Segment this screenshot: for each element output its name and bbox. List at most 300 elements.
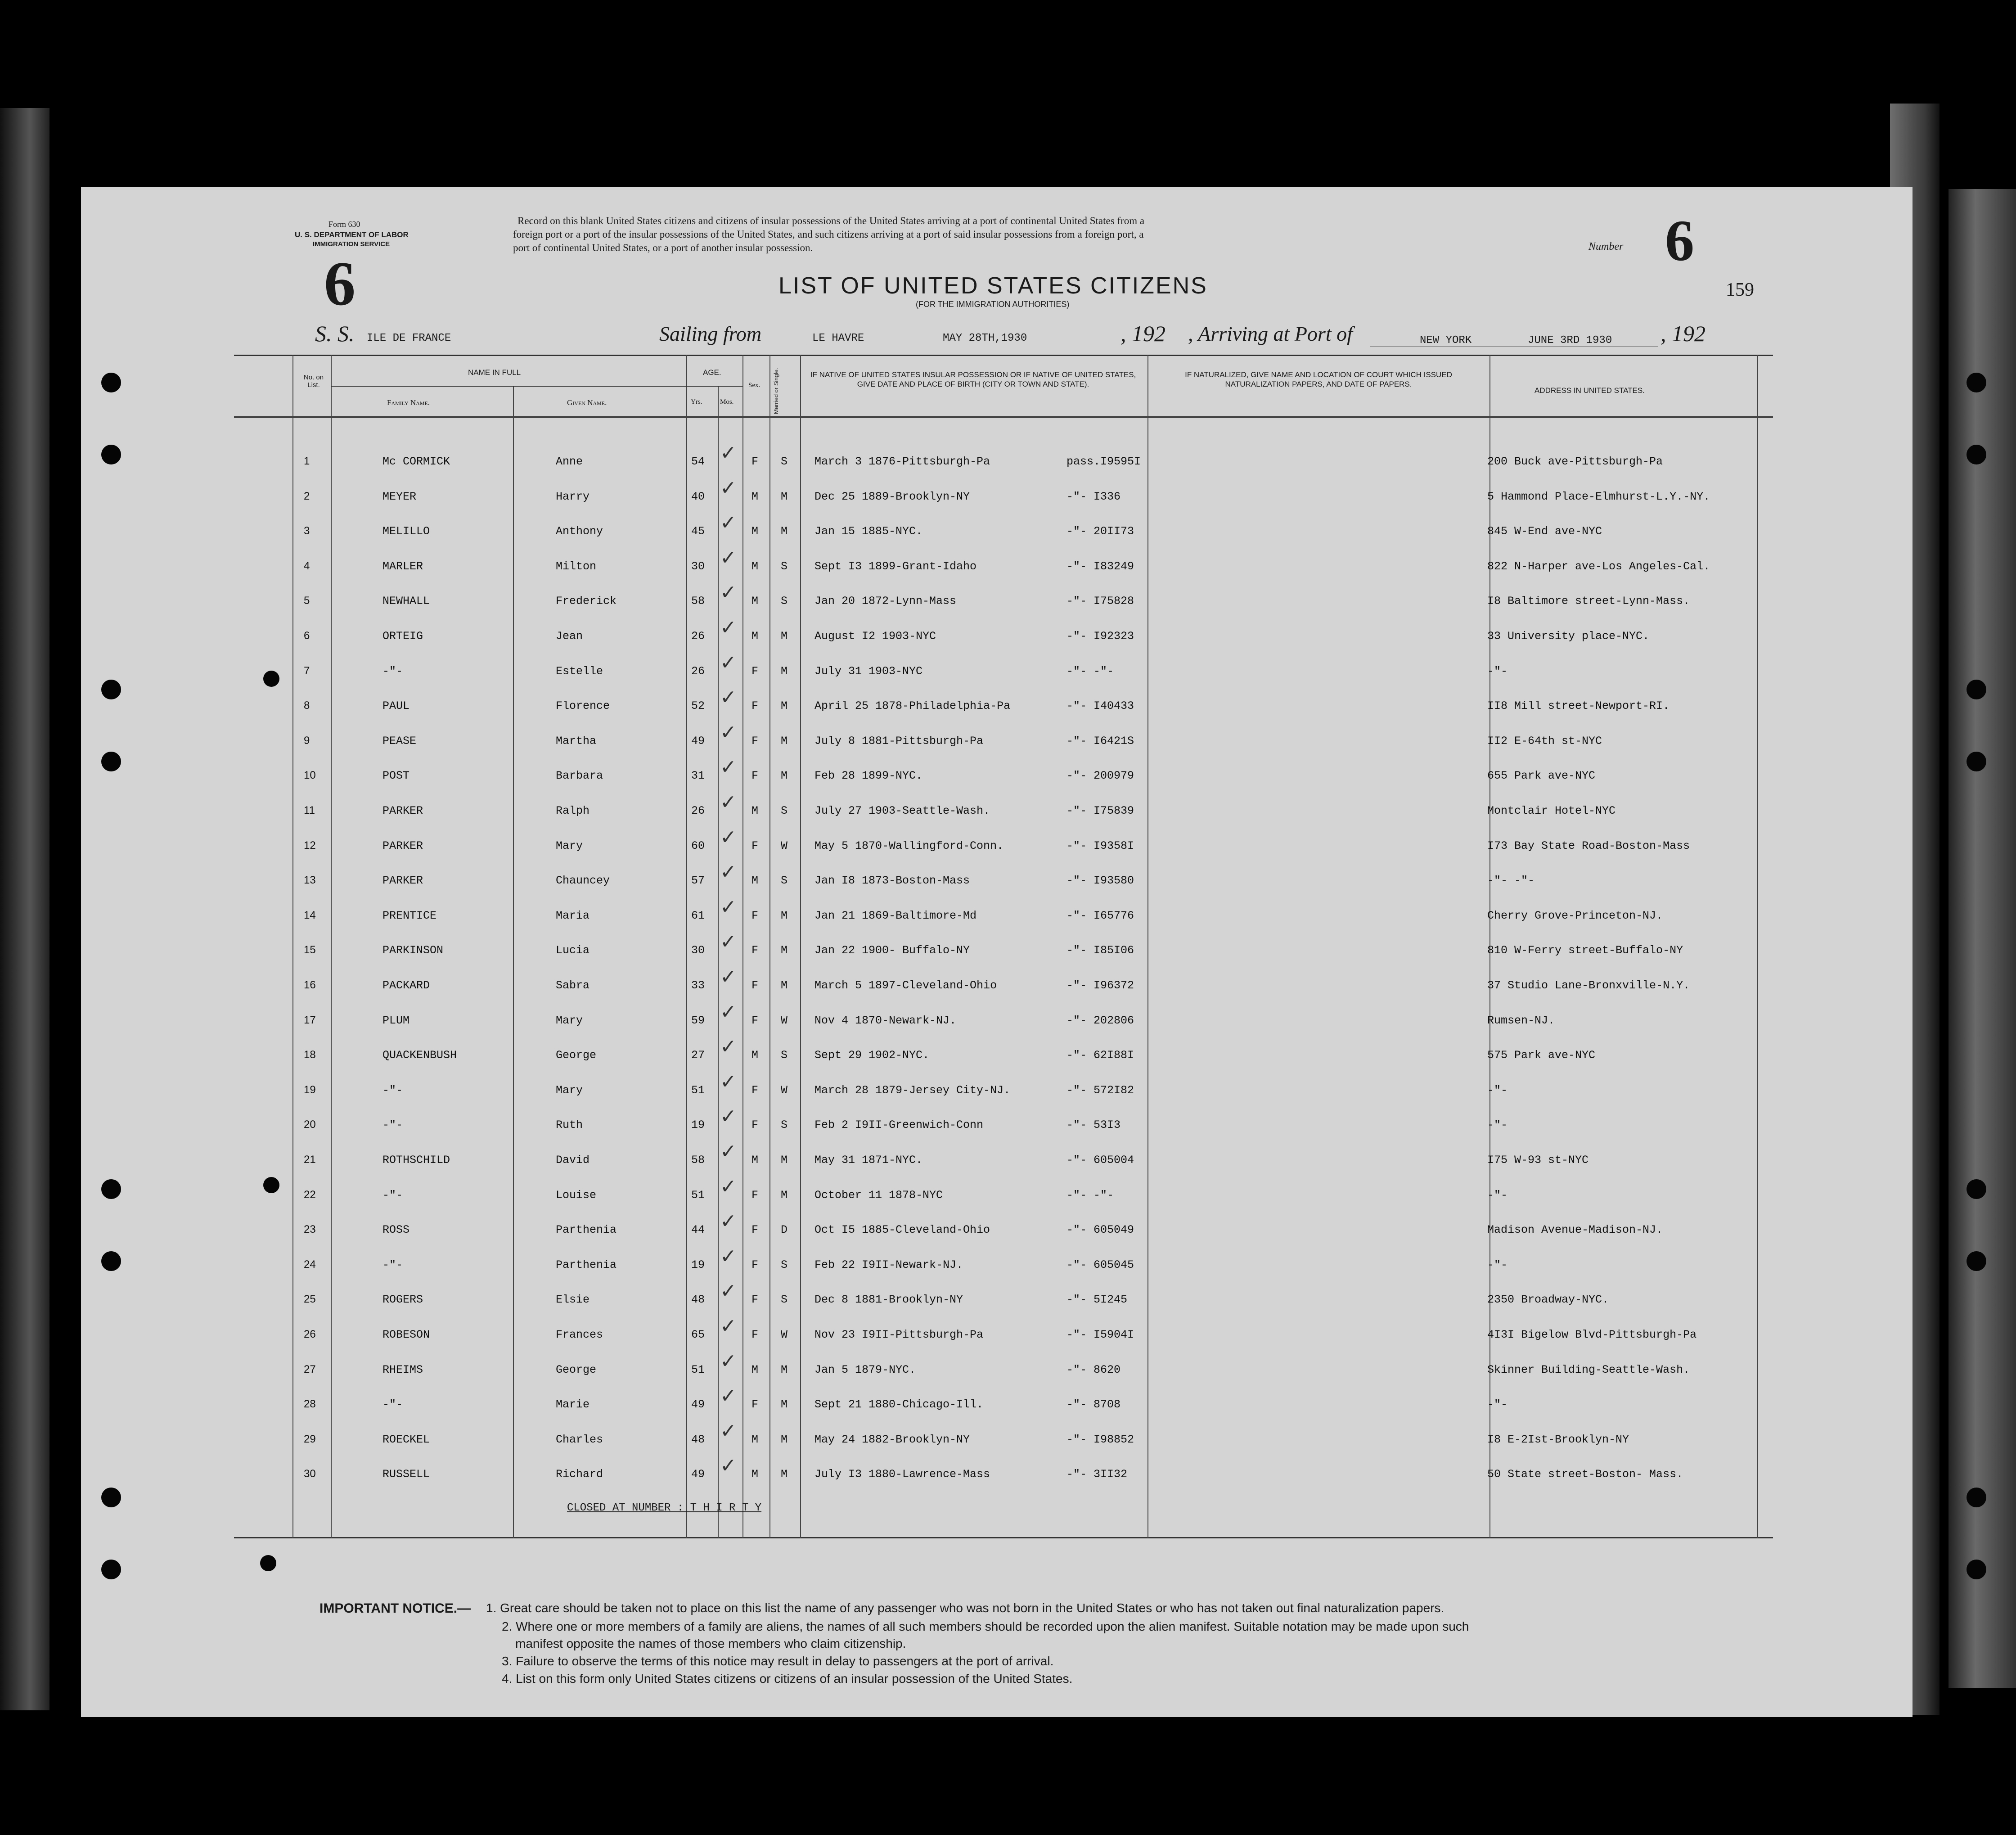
check-mark-icon: ✓ (720, 442, 737, 464)
address: II8 Mill street-Newport-RI. (1487, 699, 1670, 713)
header-naturalized: IF NATURALIZED, GIVE NAME AND LOCATION OF COURT WHICH ISSUED NATURALIZATION PAPERS, AND DATE OF PAPERS. (1185, 370, 1452, 388)
check-mark-icon: ✓ (720, 1350, 737, 1372)
passport-number: -"- I5904I (1066, 1328, 1134, 1341)
passport-number: -"- 62I88I (1066, 1049, 1134, 1062)
sex: M (752, 1154, 759, 1167)
row-number: 26 (304, 1328, 316, 1340)
punch-hole (101, 1179, 121, 1199)
table-row (234, 1317, 1773, 1351)
row-number: 29 (304, 1433, 316, 1445)
age-years: 27 (691, 1049, 705, 1062)
birth-info: May 24 1882-Brooklyn-NY (814, 1433, 970, 1446)
birth-info: Jan 22 1900- Buffalo-NY (814, 944, 970, 957)
punch-hole (1966, 445, 1986, 464)
family-name: ROECKEL (382, 1433, 430, 1446)
birth-info: July 27 1903-Seattle-Wash. (814, 804, 990, 817)
punch-hole (1966, 680, 1986, 699)
marital-status: M (781, 490, 788, 503)
passport-number: -"- I96372 (1066, 979, 1134, 992)
sex: F (752, 769, 759, 783)
sex: F (752, 1083, 759, 1097)
notice-item-1: 1. Great care should be taken not to place on this list the name of any passenger who was not born in the United States or who has not taken out final naturalization papers. (486, 1601, 1444, 1615)
table-row (234, 1212, 1773, 1246)
check-mark-icon: ✓ (720, 1420, 737, 1442)
row-number: 16 (304, 979, 316, 991)
check-mark-icon: ✓ (720, 756, 737, 779)
passport-number: -"- I336 (1066, 490, 1121, 503)
age-years: 60 (691, 839, 705, 852)
given-name: Parthenia (556, 1223, 617, 1237)
subheader-rule (331, 386, 686, 387)
sex: M (752, 1468, 759, 1481)
sex: F (752, 455, 759, 468)
row-number: 30 (304, 1468, 316, 1480)
header-no: No. on List. (303, 374, 324, 389)
marital-status: S (781, 559, 788, 573)
passport-number: -"- I98852 (1066, 1433, 1134, 1446)
sex: F (752, 1223, 759, 1237)
age-years: 49 (691, 1398, 705, 1411)
family-name: PRENTICE (382, 909, 437, 922)
table-row (234, 443, 1773, 478)
address: I8 Baltimore street-Lynn-Mass. (1487, 595, 1690, 608)
punch-hole (1966, 1488, 1986, 1507)
passport-number: -"- I75839 (1066, 804, 1134, 817)
page-subtitle: (FOR THE IMMIGRATION AUTHORITIES) (916, 300, 1070, 309)
age-years: 51 (691, 1188, 705, 1202)
sex: M (752, 559, 759, 573)
address: Madison Avenue-Madison-NJ. (1487, 1223, 1663, 1237)
row-number: 3 (304, 525, 310, 537)
passport-number: -"- I92323 (1066, 630, 1134, 643)
table-row (234, 548, 1773, 582)
port-from: LE HAVRE (812, 332, 864, 344)
address: -"- (1487, 664, 1508, 678)
address: 50 State street-Boston- Mass. (1487, 1468, 1683, 1481)
punch-hole (101, 1560, 121, 1579)
age-years: 44 (691, 1223, 705, 1237)
row-number: 12 (304, 839, 316, 852)
given-name: Chauncey (556, 874, 610, 888)
punch-hole (101, 1488, 121, 1507)
birth-info: Dec 8 1881-Brooklyn-NY (814, 1293, 963, 1307)
age-years: 48 (691, 1433, 705, 1446)
address: 822 N-Harper ave-Los Angeles-Cal. (1487, 559, 1710, 573)
passport-number: -"- 8620 (1066, 1363, 1121, 1376)
table-row (234, 618, 1773, 652)
row-number: 23 (304, 1223, 316, 1236)
sex: F (752, 699, 759, 713)
birth-info: Jan 5 1879-NYC. (814, 1363, 916, 1376)
family-name: NEWHALL (382, 595, 430, 608)
row-number: 6 (304, 630, 310, 642)
row-number: 28 (304, 1398, 316, 1411)
sex: F (752, 1293, 759, 1307)
marital-status: W (781, 1328, 788, 1341)
table-row (234, 653, 1773, 687)
given-name: Anthony (556, 525, 603, 538)
sex: M (752, 595, 759, 608)
arriving-label: , Arriving at Port of (1188, 322, 1353, 345)
given-name: Martha (556, 734, 597, 748)
table-top-rule (234, 355, 1773, 356)
given-name: Harry (556, 490, 590, 503)
row-number: 2 (304, 490, 310, 502)
birth-info: March 3 1876-Pittsburgh-Pa (814, 455, 990, 468)
marital-status: M (781, 979, 788, 992)
check-mark-icon: ✓ (720, 1036, 737, 1058)
given-name: George (556, 1363, 597, 1376)
table-row (234, 688, 1773, 722)
sex: F (752, 944, 759, 957)
family-name: PEASE (382, 734, 417, 748)
sex: M (752, 490, 759, 503)
notice-item-2b: manifest opposite the names of those members who claim citizenship. (515, 1637, 906, 1650)
passport-number: -"- I6421S (1066, 734, 1134, 748)
birth-info: Jan 21 1869-Baltimore-Md (814, 909, 977, 922)
sex: F (752, 1188, 759, 1202)
birth-info: Jan I8 1873-Boston-Mass (814, 874, 970, 888)
marital-status: S (781, 1258, 788, 1271)
given-name: Mary (556, 1014, 583, 1027)
ship-name: ILE DE FRANCE (367, 332, 451, 344)
given-name: Lucia (556, 944, 590, 957)
birth-info: May 31 1871-NYC. (814, 1154, 923, 1167)
family-name: ROBESON (382, 1328, 430, 1341)
table-row (234, 583, 1773, 617)
address: -"- -"- (1487, 874, 1535, 888)
family-name: PARKINSON (382, 944, 444, 957)
header-mos: Mos. (720, 398, 734, 406)
table-row (234, 967, 1773, 1001)
passport-number: -"- 572I82 (1066, 1083, 1134, 1097)
age-years: 59 (691, 1014, 705, 1027)
marital-status: S (781, 1293, 788, 1307)
address: Montclair Hotel-NYC (1487, 804, 1616, 817)
table-row (234, 1352, 1773, 1386)
table-row (234, 1002, 1773, 1037)
family-name: PLUM (382, 1014, 410, 1027)
address: 33 University place-NYC. (1487, 630, 1650, 643)
check-mark-icon: ✓ (720, 651, 737, 674)
passport-number: -"- -"- (1066, 1188, 1114, 1202)
age-years: 31 (691, 769, 705, 783)
age-years: 57 (691, 874, 705, 888)
family-name: -"- (382, 1188, 403, 1202)
age-years: 49 (691, 734, 705, 748)
row-number: 11 (304, 804, 315, 816)
header-family-name: Family Name. (387, 398, 430, 407)
sex: F (752, 734, 759, 748)
given-name: David (556, 1154, 590, 1167)
family-name: -"- (382, 1258, 403, 1271)
birth-info: Nov 4 1870-Newark-NJ. (814, 1014, 957, 1027)
marital-status: S (781, 874, 788, 888)
family-name: ORTEIG (382, 630, 423, 643)
family-name: -"- (382, 1083, 403, 1097)
table-header-rule (234, 416, 1773, 418)
date-to: JUNE 3RD 1930 (1528, 334, 1612, 347)
check-mark-icon: ✓ (720, 1315, 737, 1337)
year-print-1: , 192 (1120, 321, 1166, 346)
family-name: PAUL (382, 699, 410, 713)
birth-info: Feb 2 I9II-Greenwich-Conn (814, 1118, 984, 1132)
table-row (234, 513, 1773, 547)
table-row (234, 1456, 1773, 1490)
given-name: Ralph (556, 804, 590, 817)
birth-info: October 11 1878-NYC (814, 1188, 943, 1202)
family-name: QUACKENBUSH (382, 1049, 457, 1062)
instruction-line-3: port of continental United States, or a port of another insular possession. (513, 242, 813, 253)
birth-info: July 8 1881-Pittsburgh-Pa (814, 734, 984, 748)
row-number: 14 (304, 909, 316, 921)
row-number: 21 (304, 1154, 316, 1166)
given-name: Ruth (556, 1118, 583, 1132)
age-years: 30 (691, 559, 705, 573)
sex: F (752, 909, 759, 922)
date-from: MAY 28TH,1930 (943, 332, 1027, 344)
address: 575 Park ave-NYC (1487, 1049, 1596, 1062)
table-row (234, 1386, 1773, 1420)
family-name: -"- (382, 1398, 403, 1411)
address: Cherry Grove-Princeton-NJ. (1487, 909, 1663, 922)
marital-status: M (781, 769, 788, 783)
row-number: 8 (304, 699, 310, 712)
header-sex: Sex. (748, 382, 760, 389)
marital-status: S (781, 1118, 788, 1132)
check-mark-icon: ✓ (720, 582, 737, 604)
check-mark-icon: ✓ (720, 617, 737, 639)
family-name: RHEIMS (382, 1363, 423, 1376)
number-label: Number (1588, 241, 1624, 252)
notice-item-4: 4. List on this form only United States citizens or citizens of an insular possession of the United States. (502, 1672, 1073, 1686)
address: I75 W-93 st-NYC (1487, 1154, 1589, 1167)
check-mark-icon: ✓ (720, 721, 737, 744)
check-mark-icon: ✓ (720, 861, 737, 884)
closed-at-number: CLOSED AT NUMBER : T H I R T Y (567, 1502, 762, 1514)
passport-number: -"- I65776 (1066, 909, 1134, 922)
punch-hole (1966, 373, 1986, 392)
table-row (234, 723, 1773, 757)
sex: M (752, 1363, 759, 1376)
passport-number: -"- 605045 (1066, 1258, 1134, 1271)
given-name: Florence (556, 699, 610, 713)
age-years: 45 (691, 525, 705, 538)
table-row (234, 1247, 1773, 1281)
sex: F (752, 1258, 759, 1271)
age-years: 52 (691, 699, 705, 713)
birth-info: Jan 20 1872-Lynn-Mass (814, 595, 957, 608)
punch-hole (1966, 1560, 1986, 1579)
header-address: ADDRESS IN UNITED STATES. (1534, 386, 1645, 395)
birth-info: Jan 15 1885-NYC. (814, 525, 923, 538)
birth-info: Sept 21 1880-Chicago-Ill. (814, 1398, 984, 1411)
sex: F (752, 979, 759, 992)
given-name: Marie (556, 1398, 590, 1411)
age-years: 26 (691, 664, 705, 678)
marital-status: M (781, 1468, 788, 1481)
marital-status: M (781, 909, 788, 922)
punch-hole (101, 680, 121, 699)
row-number: 1 (304, 455, 310, 467)
department: U. S. DEPARTMENT OF LABOR (295, 230, 409, 239)
sailing-from-label: Sailing from (659, 322, 762, 345)
age-years: 51 (691, 1083, 705, 1097)
table-row (234, 757, 1773, 792)
marital-status: M (781, 630, 788, 643)
table-row (234, 862, 1773, 897)
marital-status: S (781, 595, 788, 608)
notice-item-3: 3. Failure to observe the terms of this notice may result in delay to passengers at the port of arrival. (502, 1654, 1054, 1668)
check-mark-icon: ✓ (720, 966, 737, 988)
age-years: 19 (691, 1258, 705, 1271)
birth-info: Nov 23 I9II-Pittsburgh-Pa (814, 1328, 984, 1341)
check-mark-icon: ✓ (720, 477, 737, 499)
marital-status: M (781, 1363, 788, 1376)
address: -"- (1487, 1118, 1508, 1132)
address: 200 Buck ave-Pittsburgh-Pa (1487, 455, 1663, 468)
check-mark-icon: ✓ (720, 1210, 737, 1233)
given-name: George (556, 1049, 597, 1062)
age-years: 61 (691, 909, 705, 922)
row-number: 25 (304, 1293, 316, 1306)
birth-info: March 5 1897-Cleveland-Ohio (814, 979, 997, 992)
marital-status: W (781, 1083, 788, 1097)
table-row (234, 828, 1773, 862)
marital-status: S (781, 1049, 788, 1062)
marital-status: M (781, 1433, 788, 1446)
header-age: AGE. (703, 368, 721, 377)
notice-label: IMPORTANT NOTICE.— (320, 1601, 471, 1616)
address: 845 W-End ave-NYC (1487, 525, 1602, 538)
sex: F (752, 839, 759, 852)
marital-status: M (781, 1398, 788, 1411)
row-number: 20 (304, 1118, 316, 1131)
sex: M (752, 1433, 759, 1446)
punch-hole (101, 752, 121, 771)
check-mark-icon: ✓ (720, 512, 737, 534)
address: Rumsen-NJ. (1487, 1014, 1555, 1027)
check-mark-icon: ✓ (720, 686, 737, 709)
row-number: 24 (304, 1258, 316, 1271)
row-number: 5 (304, 595, 310, 607)
birth-info: Dec 25 1889-Brooklyn-NY (814, 490, 970, 503)
table-row (234, 1421, 1773, 1456)
check-mark-icon: ✓ (720, 896, 737, 918)
marital-status: M (781, 1188, 788, 1202)
birth-info: Sept 29 1902-NYC. (814, 1049, 930, 1062)
address: -"- (1487, 1258, 1508, 1271)
passport-number: -"- 5I245 (1066, 1293, 1128, 1307)
family-name: ROTHSCHILD (382, 1154, 450, 1167)
address: -"- (1487, 1398, 1508, 1411)
port-to: NEW YORK (1420, 334, 1472, 347)
check-mark-icon: ✓ (720, 1105, 737, 1128)
given-name: Estelle (556, 664, 603, 678)
marital-status: W (781, 839, 788, 852)
address: 4I3I Bigelow Blvd-Pittsburgh-Pa (1487, 1328, 1697, 1341)
passport-number: -"- I75828 (1066, 595, 1134, 608)
address: I8 E-2Ist-Brooklyn-NY (1487, 1433, 1629, 1446)
age-years: 51 (691, 1363, 705, 1376)
row-number: 15 (304, 944, 316, 956)
sex: M (752, 1049, 759, 1062)
row-number: 18 (304, 1049, 316, 1061)
check-mark-icon: ✓ (720, 1001, 737, 1023)
punch-hole (1966, 1251, 1986, 1271)
marital-status: M (781, 664, 788, 678)
table-bottom-rule (234, 1537, 1773, 1538)
address: I73 Bay State Road-Boston-Mass (1487, 839, 1690, 852)
address: 810 W-Ferry street-Buffalo-NY (1487, 944, 1683, 957)
passport-number: -"- I9358I (1066, 839, 1134, 852)
address: -"- (1487, 1188, 1508, 1202)
age-years: 30 (691, 944, 705, 957)
family-name: MELILLO (382, 525, 430, 538)
table-row (234, 1072, 1773, 1106)
instruction-line-1: Record on this blank United States citizens and citizens of insular possessions of the United States arriving at a port of continental United States from a (518, 215, 1145, 226)
service: IMMIGRATION SERVICE (313, 240, 390, 248)
family-name: PARKER (382, 839, 423, 852)
binder-hole (260, 1555, 276, 1571)
age-years: 58 (691, 595, 705, 608)
row-number: 27 (304, 1363, 316, 1375)
check-mark-icon: ✓ (720, 1280, 737, 1303)
address: 37 Studio Lane-Bronxville-N.Y. (1487, 979, 1690, 992)
row-number: 7 (304, 664, 310, 677)
birth-info: July 31 1903-NYC (814, 664, 923, 678)
table-row (234, 1281, 1773, 1316)
marital-status: D (781, 1223, 788, 1237)
birth-info: Sept I3 1899-Grant-Idaho (814, 559, 977, 573)
passport-number: -"- I85I06 (1066, 944, 1134, 957)
check-mark-icon: ✓ (720, 1455, 737, 1477)
punch-hole (101, 373, 121, 392)
birth-info: Feb 28 1899-NYC. (814, 769, 923, 783)
address: Skinner Building-Seattle-Wash. (1487, 1363, 1690, 1376)
family-name: ROGERS (382, 1293, 423, 1307)
family-name: -"- (382, 664, 403, 678)
check-mark-icon: ✓ (720, 1141, 737, 1163)
punch-hole (1966, 752, 1986, 771)
table-row (234, 932, 1773, 966)
family-name: ROSS (382, 1223, 410, 1237)
passport-number: -"- 53I3 (1066, 1118, 1121, 1132)
family-name: Mc CORMICK (382, 455, 450, 468)
punch-hole (101, 1251, 121, 1271)
row-number: 4 (304, 559, 310, 572)
given-name: Frances (556, 1328, 603, 1341)
row-number: 13 (304, 874, 316, 887)
given-name: Sabra (556, 979, 590, 992)
age-years: 49 (691, 1468, 705, 1481)
birth-info: July I3 1880-Lawrence-Mass (814, 1468, 990, 1481)
table-row (234, 793, 1773, 827)
table-row (234, 1037, 1773, 1071)
passport-number: -"- 605049 (1066, 1223, 1134, 1237)
sex: M (752, 525, 759, 538)
given-name: Richard (556, 1468, 603, 1481)
row-number: 17 (304, 1014, 316, 1026)
check-mark-icon: ✓ (720, 1245, 737, 1267)
age-years: 19 (691, 1118, 705, 1132)
number-value: 6 (1665, 208, 1694, 273)
check-mark-icon: ✓ (720, 826, 737, 848)
given-name: Louise (556, 1188, 597, 1202)
row-number: 10 (304, 769, 316, 782)
sex: F (752, 1118, 759, 1132)
table-row (234, 897, 1773, 932)
